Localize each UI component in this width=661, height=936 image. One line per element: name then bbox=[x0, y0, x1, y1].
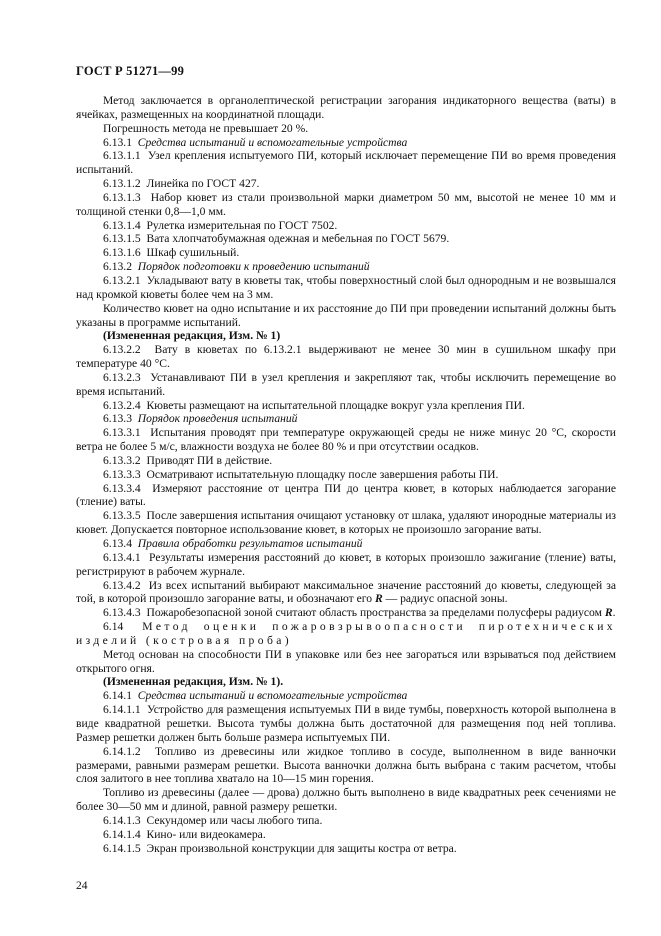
paragraph: 6.13.3.5 После завершения испытания очищают установку от шлака, удаляют инородные материалы из кювет. Допускается повторное использование кювет, в которых не произошло загорание ваты. bbox=[76, 509, 616, 537]
paragraph: Погрешность метода не превышает 20 %. bbox=[103, 121, 309, 135]
paragraph: 6.13.1.4 Рулетка измерительная по ГОСТ 7502. bbox=[103, 218, 338, 232]
section-heading: 6.13.2 Порядок подготовки к проведению испытаний bbox=[103, 260, 370, 274]
paragraph: Топливо из древесины (далее — дрова) должно быть выполнено в виде квадратных реек сечениями не более 30—50 мм и длиной, равной размеру решетки. bbox=[76, 786, 616, 814]
document-body bbox=[76, 94, 616, 855]
paragraph: 6.13.2.2 Вату в кюветах по 6.13.2.1 выдерживают не менее 30 мин в сушильном шкафу при температуре 40 °С. bbox=[76, 343, 617, 371]
paragraph: 6.13.3.1 Испытания проводят при температуре окружающей среды не ниже минус 20 °С, скорости ветра не более 5 м/с, влажности воздуха не более 80 % и при отсутствии осадков. bbox=[76, 426, 616, 454]
paragraph: 6.13.2.3 Устанавливают ПИ в узел крепления и закрепляют так, чтобы исключить перемещение во время испытаний. bbox=[76, 370, 617, 398]
paragraph: 6.13.3.2 Приводят ПИ в действие. bbox=[103, 453, 273, 467]
document-header: ГОСТ Р 51271—99 bbox=[76, 64, 185, 78]
section-heading: 6.13.3 Порядок проведения испытаний bbox=[103, 412, 298, 426]
section-heading: 6.13.1 Средства испытаний и вспомогательные устройства bbox=[103, 135, 408, 149]
paragraph: 6.14.1.2 Топливо из древесины или жидкое топливо в сосуде, выполненном в виде ванночки размерами, равными размерам решетки. Высота ванночки должна быть выбрана с таким расчетом, чтобы слоя залитого в нее топлива хватало на 10—15 мин горения. bbox=[76, 744, 617, 786]
paragraph: 6.14.1.5 Экран произвольной конструкции для защиты костра от ветра. bbox=[103, 841, 457, 855]
paragraph: Метод основан на способности ПИ в упаковке или без нее загораться или взрываться под действием открытого огня. bbox=[76, 647, 616, 675]
paragraph: 6.13.1.3 Набор кювет из стали произвольной марки диаметром 50 мм, высотой не менее 10 мм и толщиной стенки 0,8—1,0 мм. bbox=[76, 190, 616, 218]
paragraph: 6.13.1.1 Узел крепления испытуемого ПИ, который исключает перемещение ПИ во время проведения испытаний. bbox=[76, 149, 616, 177]
paragraph: 6.13.1.6 Шкаф сушильный. bbox=[103, 246, 240, 260]
paragraph: 6.13.4.1 Результаты измерения расстояний до кювет, в которых произошло зажигание (тление) ваты, регистрируют в рабочем журнале. bbox=[76, 550, 617, 578]
amendment-note: (Измененная редакция, Изм. № 1) bbox=[103, 329, 281, 343]
paragraph: 6.13.2.1 Укладывают вату в кюветы так, чтобы поверхностный слой был однородным и не возвышался над кромкой кюветы более чем на 3 мм. bbox=[76, 273, 616, 301]
paragraph: Количество кювет на одно испытание и их расстояние до ПИ при проведении испытаний должны быть указаны в программе испытаний. bbox=[76, 301, 616, 329]
paragraph: 6.14.1.4 Кино- или видеокамера. bbox=[103, 827, 266, 841]
page-number: 24 bbox=[76, 880, 88, 892]
paragraph: 6.13.4.3 Пожаробезопасной зоной считают область пространства за пределами полусферы радиусом R. bbox=[103, 606, 616, 620]
paragraph: 6.13.3.4 Измеряют расстояние от центра ПИ до центра кювет, в которых наблюдается загорание (тление) ваты. bbox=[76, 481, 616, 509]
paragraph: 6.13.2.4 Кюветы размещают на испытательной площадке вокруг узла крепления ПИ. bbox=[103, 398, 525, 412]
paragraph: 6.13.4.2 Из всех испытаний выбирают максимальное значение расстояний до кюветы, следующей за той, в которой произошло загорание ваты, и обозначают его R — радиус опасной зоны. bbox=[76, 578, 616, 606]
paragraph: 6.13.1.2 Линейка по ГОСТ 427. bbox=[103, 177, 260, 191]
paragraph: 6.13.3.3 Осматривают испытательную площадку после завершения работы ПИ. bbox=[103, 467, 499, 481]
paragraph: Метод заключается в органолептической регистрации загорания индикаторного вещества (ваты) в ячейках, размещенных на координатной площади. bbox=[76, 94, 616, 121]
paragraph: 6.14.1.1 Устройство для размещения испытуемых ПИ в виде тумбы, поверхность которой выполнена в виде квадратной решетки. Высота тумбы должна быть достаточной для размещения под ней топлива. Размер решетки должен быть больше размера испытуемых ПИ. bbox=[76, 703, 617, 744]
section-heading: 6.14.1 Средства испытаний и вспомогательные устройства bbox=[103, 689, 408, 703]
paragraph: 6.13.1.5 Вата хлопчатобумажная одежная и мебельная по ГОСТ 5679. bbox=[103, 232, 450, 246]
section-heading: 6.13.4 Правила обработки результатов испытаний bbox=[103, 537, 363, 550]
amendment-note: (Измененная редакция, Изм. № 1). bbox=[103, 675, 284, 689]
method-heading: 6.14 Метод оценки пожаровзрывоопасности пиротехнических изделий (костровая проба) bbox=[76, 620, 617, 647]
paragraph: 6.14.1.3 Секундомер или часы любого типа. bbox=[103, 813, 323, 827]
